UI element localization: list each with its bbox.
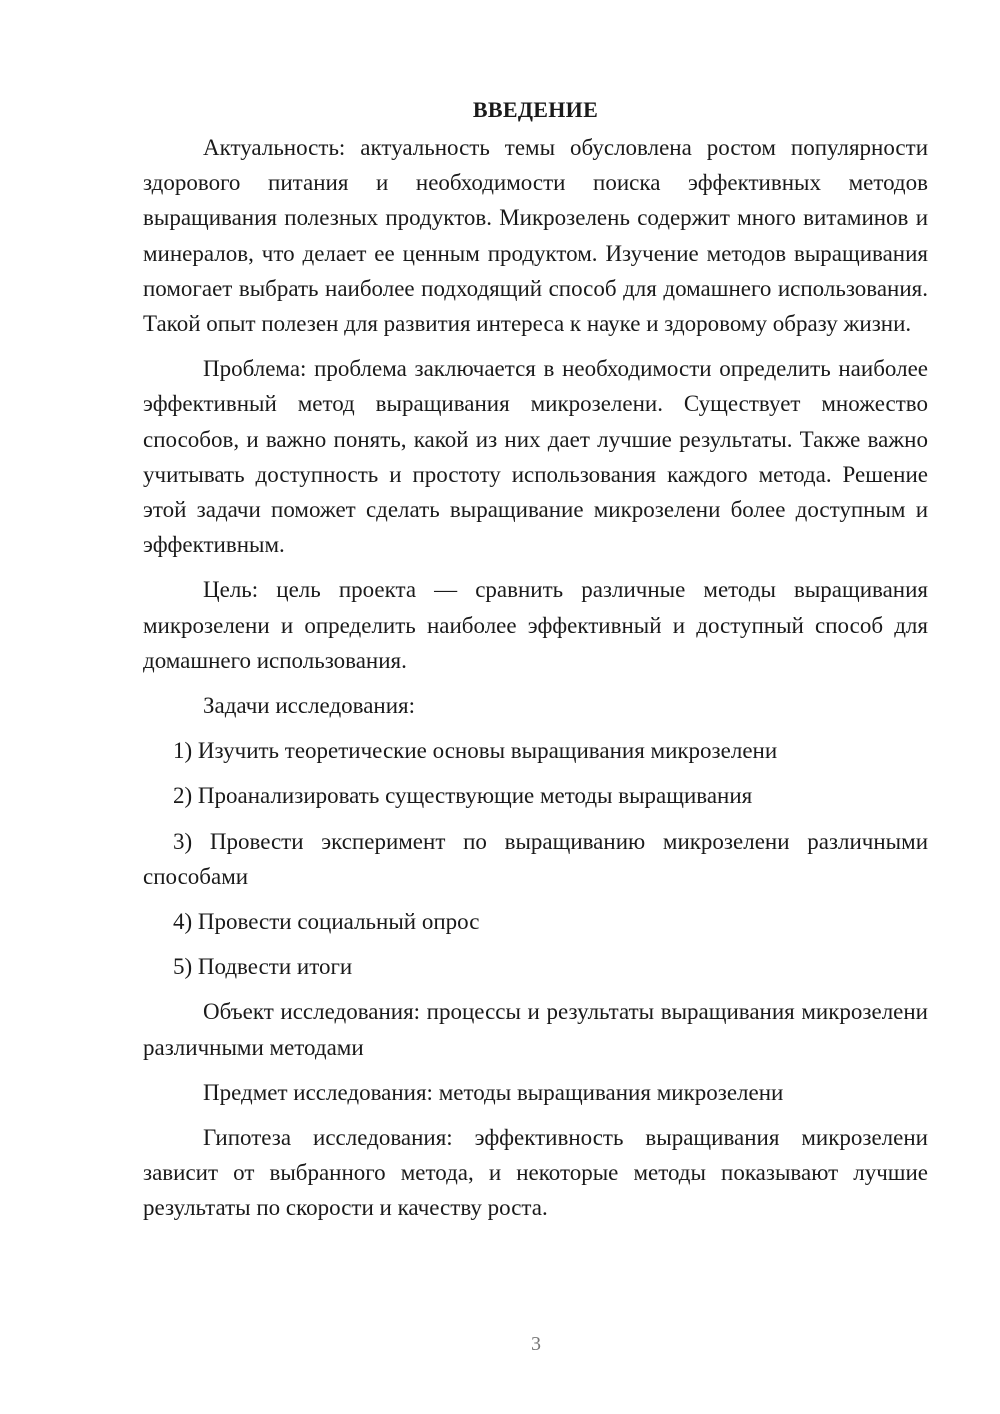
paragraph-problem: Проблема: проблема заключается в необходимости определить наиболее эффективный метод выращивания микрозелени. Существует множество способов, и важно понять, какой из них дает лучшие результаты. Также важно учитывать доступность и простоту использования каждого метода. Решение этой задачи поможет сделать выращивание микрозелени более доступным и эффективным. [143, 356, 928, 558]
task-item-3: 3) Провести эксперимент по выращиванию микрозелени различными способами [143, 828, 928, 889]
task-item-4: 4) Провести социальный опрос [173, 909, 480, 935]
section-title: ВВЕДЕНИЕ [472, 97, 599, 122]
paragraph-object: Объект исследования: процессы и результаты выращивания микрозелени различными методами [143, 999, 928, 1060]
paragraph-hypothesis: Гипотеза исследования: эффективность выращивания микрозелени зависит от выбранного метода, и некоторые методы показывают лучшие результаты по скорости и качеству роста. [143, 1125, 928, 1221]
task-item-5: 5) Подвести итоги [173, 954, 353, 980]
paragraph-relevance: Актуальность: актуальность темы обусловлена ростом популярности здорового питания и необходимости поиска эффективных методов выращивания полезных продуктов. Микрозелень содержит много витаминов и минералов, что делает ее ценным продуктом. Изучение методов выращивания помогает выбрать наиболее подходящий способ для домашнего использования. Такой опыт полезен для развития интереса к науке и здоровому образу жизни. [143, 135, 928, 337]
page-number: 3 [531, 1333, 541, 1355]
paragraph-goal: Цель: цель проекта — сравнить различные методы выращивания микрозелени и определить наиболее эффективный и доступный способ для домашнего использования. [143, 577, 928, 673]
document-page [143, 90, 928, 1236]
paragraph-tasks-heading: Задачи исследования: [203, 693, 416, 719]
task-item-2: 2) Проанализировать существующие методы выращивания [173, 783, 753, 809]
task-item-1: 1) Изучить теоретические основы выращивания микрозелени [173, 738, 778, 764]
paragraph-subject: Предмет исследования: методы выращивания микрозелени [203, 1079, 784, 1105]
